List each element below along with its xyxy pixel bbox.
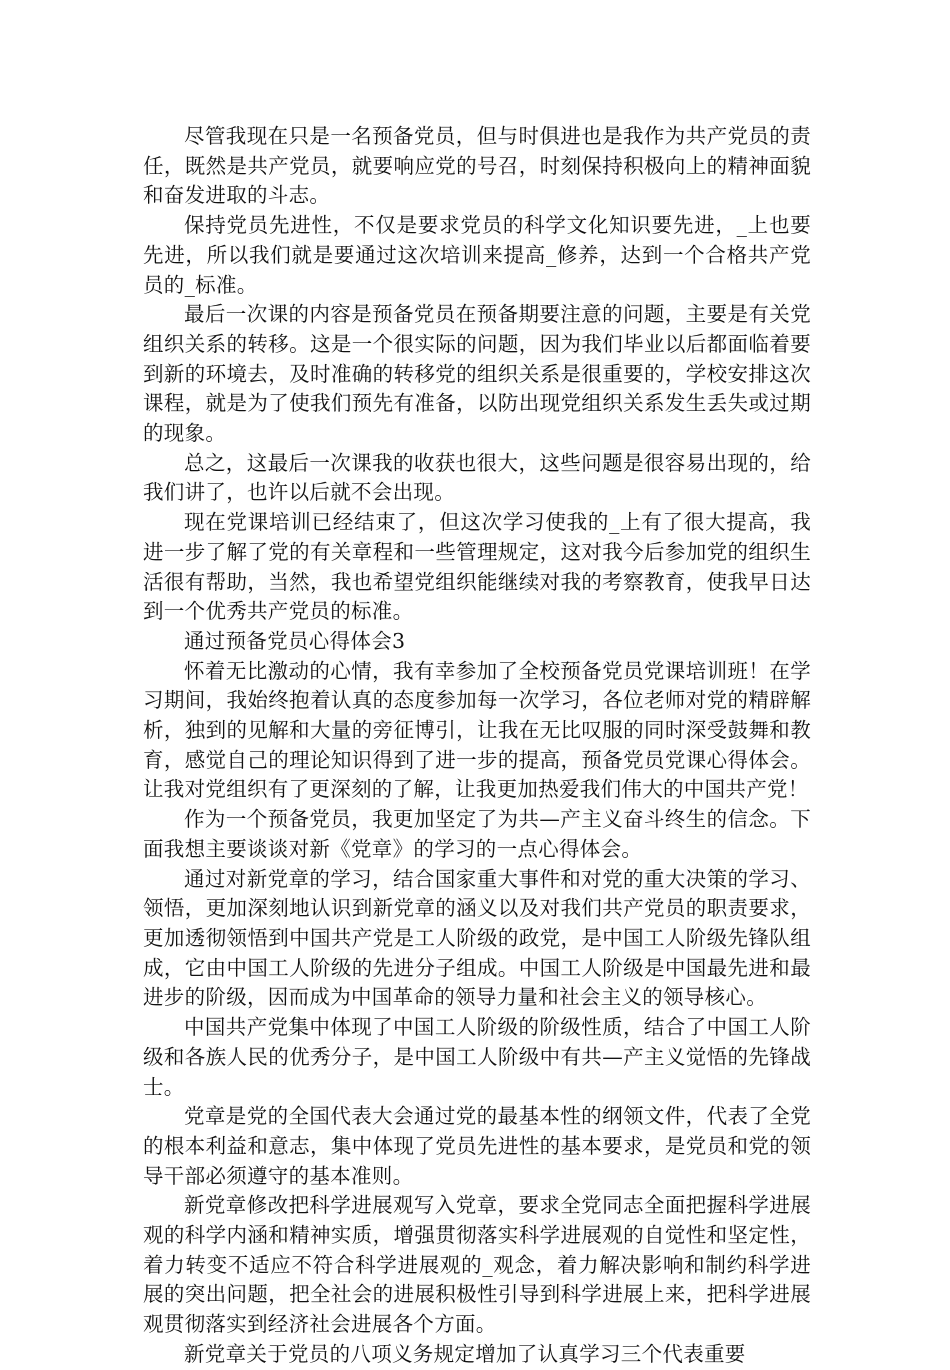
paragraph: 最后一次课的内容是预备党员在预备期要注意的问题，主要是有关党组织关系的转移。这是一个很实际的问题，因为我们毕业以后都面临着要到新的环境去，及时准确的转移党的组织关系是很重要的，学校安排这次课程，就是为了使我们预先有准备，以防出现党组织关系发生丢失或过期的现象。: [143, 302, 811, 446]
paragraph: 怀着无比激动的心情，我有幸参加了全校预备党员党课培训班！在学习期间，我始终抱着认真的态度参加每一次学习，各位老师对党的精辟解析，独到的见解和大量的旁征博引，让我在无比叹服的同时深受鼓舞和教育，感觉自己的理论知识得到了进一步的提高，预备党员党课心得体会。让我对党组织有了更深刻的了解，让我更加热爱我们伟大的中国共产党！: [143, 658, 811, 802]
paragraph: 通过对新党章的学习，结合国家重大事件和对党的重大决策的学习、领悟，更加深刻地认识到新党章的涵义以及对我们共产党员的职责要求，更加透彻领悟到中国共产党是工人阶级的政党，是中国工人阶级先锋队组成，它由中国工人阶级的先进分子组成。中国工人阶级是中国最先进和最进步的阶级，因而成为中国革命的领导力量和社会主义的领导核心。: [143, 866, 811, 1010]
paragraph: 现在党课培训已经结束了，但这次学习使我的_上有了很大提高，我进一步了解了党的有关章程和一些管理规定，这对我今后参加党的组织生活很有帮助，当然，我也希望党组织能继续对我的考察教育，使我早日达到一个优秀共产党员的标准。: [143, 510, 811, 624]
paragraph: 党章是党的全国代表大会通过党的最基本性的纲领文件，代表了全党的根本利益和意志，集中体现了党员先进性的基本要求，是党员和党的领导干部必须遵守的基本准则。: [143, 1104, 811, 1188]
paragraph: 尽管我现在只是一名预备党员，但与时俱进也是我作为共产党员的责任，既然是共产党员，就要响应党的号召，时刻保持积极向上的精神面貌和奋发进取的斗志。: [143, 124, 811, 208]
paragraph: 作为一个预备党员，我更加坚定了为共—产主义奋斗终生的信念。下面我想主要谈谈对新《党章》的学习的一点心得体会。: [143, 807, 811, 861]
paragraph: 新党章关于党员的八项义务规定增加了认真学习三个代表重要: [184, 1341, 746, 1366]
paragraph: 总之，这最后一次课我的收获也很大，这些问题是很容易出现的，给我们讲了，也许以后就不会出现。: [143, 450, 811, 505]
document-body: [143, 122, 811, 1370]
section-heading: 通过预备党员心得体会3: [184, 628, 406, 653]
paragraph: 中国共产党集中体现了中国工人阶级的阶级性质，结合了中国工人阶级和各族人民的优秀分子，是中国工人阶级中有共—产主义觉悟的先锋战士。: [143, 1015, 811, 1099]
paragraph: 新党章修改把科学进展观写入党章，要求全党同志全面把握科学进展观的科学内涵和精神实质，增强贯彻落实科学进展观的自觉性和坚定性，着力转变不适应不符合科学进展观的_观念，着力解决影响和制约科学进展的突出问题，把全社会的进展积极性引导到科学进展上来，把科学进展观贯彻落实到经济社会进展各个方面。: [143, 1193, 811, 1337]
paragraph: 保持党员先进性，不仅是要求党员的科学文化知识要先进，_上也要先进，所以我们就是要通过这次培训来提高_修养，达到一个合格共产党员的_标准。: [143, 213, 811, 297]
